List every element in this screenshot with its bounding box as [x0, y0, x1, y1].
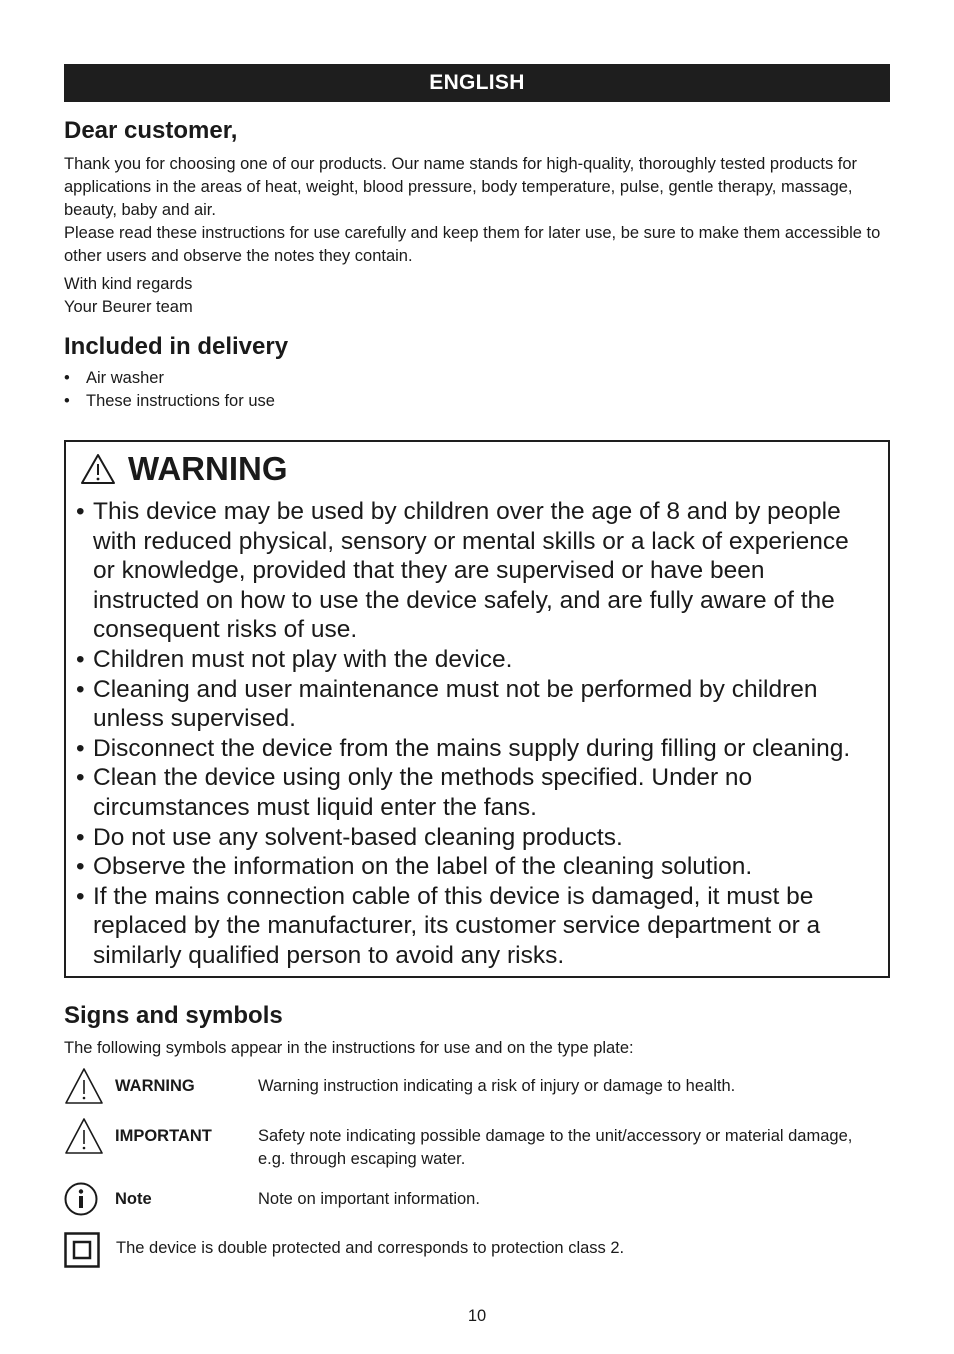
regards-block — [64, 273, 894, 319]
symbol-description: Warning instruction indicating a risk of injury or damage to health. — [258, 1077, 736, 1095]
warning-item: • Do not use any solvent-based cleaning products. — [76, 823, 876, 853]
warning-title-text: WARNING — [128, 450, 288, 487]
intro-text — [64, 153, 894, 268]
warning-title — [80, 450, 288, 488]
delivery-list — [64, 367, 275, 413]
signature-line: Your Beurer team — [64, 298, 193, 316]
symbols-heading: Signs and symbols — [64, 1002, 283, 1029]
intro-paragraph-2: Please read these instructions for use carefully and keep them for later use, be sure to make them accessible to other users and observe the notes they contain. — [64, 224, 881, 265]
warning-item: • Disconnect the device from the mains supply during filling or cleaning. — [76, 734, 876, 764]
info-icon — [64, 1182, 98, 1216]
symbol-description: Note on important information. — [258, 1190, 480, 1208]
symbol-description: The device is double protected and corresponds to protection class 2. — [116, 1239, 625, 1257]
symbol-row-note — [64, 1182, 894, 1216]
warning-item: • Observe the information on the label of the cleaning solution. — [76, 852, 876, 882]
symbol-label: Note — [115, 1190, 152, 1208]
symbol-row-warning — [64, 1067, 894, 1107]
warning-triangle-icon — [64, 1117, 104, 1155]
warning-triangle-icon — [80, 453, 116, 485]
symbol-description: Safety note indicating possible damage to the unit/accessory or material damage, e.g. through escaping water. — [258, 1127, 853, 1168]
warning-box — [64, 440, 890, 978]
language-label: ENGLISH — [429, 71, 525, 94]
delivery-heading: Included in delivery — [64, 333, 289, 360]
warning-item: • This device may be used by children over the age of 8 and by people with reduced physical, sensory or mental skills or a lack of experience or knowledge, provided that they are supervised or have been instructed on how to use the device safely, and are fully aware of the consequent risks of use. — [76, 497, 876, 645]
warning-item: • If the mains connection cable of this device is damaged, it must be replaced by the manufacturer, its customer service department or a similarly qualified person to avoid any risks. — [76, 882, 876, 971]
protection-class-2-icon — [64, 1232, 100, 1268]
symbols-intro: The following symbols appear in the instructions for use and on the type plate: — [64, 1039, 634, 1057]
intro-paragraph-1: Thank you for choosing one of our products. Our name stands for high-quality, thoroughly tested products for applications in the areas of heat, weight, blood pressure, body temperature, pulse, gentle therapy, massage, beauty, baby and air. — [64, 155, 858, 219]
warning-list — [76, 497, 876, 971]
language-header — [64, 64, 890, 102]
symbol-row-important — [64, 1117, 894, 1168]
symbol-row-protection-class — [64, 1232, 894, 1268]
list-item: • Air washer — [64, 367, 275, 390]
warning-item: • Clean the device using only the methods specified. Under no circumstances must liquid enter the fans. — [76, 763, 876, 822]
symbol-label: WARNING — [115, 1077, 195, 1095]
regards-line: With kind regards — [64, 275, 193, 293]
warning-item: • Cleaning and user maintenance must not be performed by children unless supervised. — [76, 675, 876, 734]
greeting-heading: Dear customer, — [64, 117, 238, 144]
symbol-label: IMPORTANT — [115, 1127, 212, 1145]
page-number: 10 — [467, 1307, 487, 1325]
list-item: • These instructions for use — [64, 390, 275, 413]
warning-triangle-icon — [64, 1067, 104, 1105]
warning-item: • Children must not play with the device. — [76, 645, 876, 675]
